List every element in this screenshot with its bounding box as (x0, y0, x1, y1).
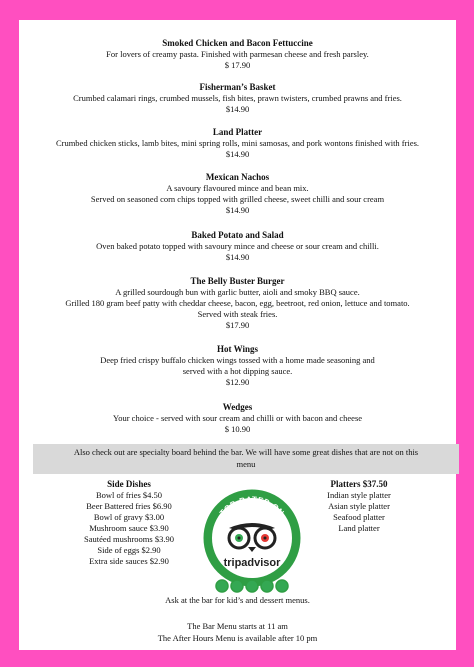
tripadvisor-badge (202, 486, 302, 596)
footer-hours: The Bar Menu starts at 11 am (187, 621, 288, 631)
menu-item-description: Oven baked potato topped with savoury mince and cheese or sour cream and chilli. (96, 241, 379, 251)
side-dish-item: Bowl of fries $4.50 (95, 490, 163, 500)
menu-item (19, 230, 456, 263)
menu-item-title: Land Platter (212, 127, 263, 137)
menu-item-price: $14.90 (225, 205, 250, 215)
side-dish-item: Beer Battered fries $6.90 (86, 501, 172, 511)
notice-line: menu (236, 459, 256, 469)
platter-item: Land platter (338, 523, 380, 533)
menu-item (19, 172, 456, 216)
side-dishes-heading: Side Dishes (107, 479, 151, 489)
menu-item-title: Baked Potato and Salad (191, 230, 284, 240)
notice-line: Also check out are specialty board behind the bar. We will have some great dishes that are not on this (73, 447, 419, 457)
menu-item-title: Fisherman’s Basket (199, 82, 276, 92)
specials-notice (33, 444, 459, 474)
menu-page (19, 20, 456, 650)
menu-item-description: A grilled sourdough bun with garlic butter, aioli and smoky BBQ sauce. (115, 287, 360, 297)
menu-item (19, 127, 456, 160)
menu-item-description: Crumbed calamari rings, crumbed mussels, fish bites, prawn twisters, crumbed prawns and fries. (73, 93, 402, 103)
platter-item: Seafood platter (333, 512, 385, 522)
menu-item-description: served with a hot dipping sauce. (182, 366, 293, 376)
menu-item-title: Wedges (222, 402, 253, 412)
platter-item: Indian style platter (327, 490, 391, 500)
side-dish-item: Sautéed mushrooms $3.90 (84, 534, 174, 544)
menu-item (19, 276, 456, 331)
footer-note: Ask at the bar for kid’s and dessert menus. (165, 595, 310, 605)
menu-item (19, 402, 456, 435)
menu-item-price: $ 10.90 (224, 424, 251, 434)
menu-item-description: Served on seasoned corn chips topped with grilled cheese, sweet chilli and sour cream (90, 194, 385, 204)
side-dish-item: Bowl of gravy $3.00 (93, 512, 165, 522)
side-dish-item: Side of eggs $2.90 (97, 545, 161, 555)
badge-top-text: TOP-RATED ON (217, 494, 286, 518)
platters-heading: Platters $37.50 (330, 479, 388, 489)
side-dish-item: Extra side sauces $2.90 (89, 556, 169, 566)
menu-item-description: Crumbed chicken sticks, lamb bites, mini spring rolls, mini samosas, and pork wontons finished with fries. (55, 138, 420, 148)
footer-hours: The After Hours Menu is available after 10 pm (157, 633, 318, 643)
tripadvisor-owl-icon (202, 486, 302, 596)
menu-item-title: The Belly Buster Burger (190, 276, 285, 286)
menu-item-price: $17.90 (225, 320, 250, 330)
menu-item-price: $14.90 (225, 252, 250, 262)
menu-item-description: Your choice - served with sour cream and chilli or with bacon and cheese (112, 413, 363, 423)
platter-item: Asian style platter (328, 501, 390, 511)
side-dishes (49, 479, 209, 567)
menu-item-price: $12.90 (225, 377, 250, 387)
menu-item (19, 38, 456, 71)
side-dish-item: Mushroom sauce $3.90 (89, 523, 169, 533)
platters (299, 479, 419, 534)
rating-dots (216, 580, 288, 592)
menu-item-description: Served with steak fries. (197, 309, 278, 319)
menu-item-title: Mexican Nachos (205, 172, 270, 182)
menu-item-price: $14.90 (225, 104, 250, 114)
menu-item-description: Grilled 180 gram beef patty with cheddar cheese, bacon, egg, beetroot, red onion, lettuce and tomato. (65, 298, 410, 308)
menu-item-description: For lovers of creamy pasta. Finished with parmesan cheese and fresh parsley. (106, 49, 369, 59)
menu-item-description: A savoury flavoured mince and bean mix. (166, 183, 309, 193)
menu-item-price: $ 17.90 (224, 60, 251, 70)
menu-item-description: Deep fried crispy buffalo chicken wings tossed with a home made seasoning and (100, 355, 375, 365)
badge-brand: tripadvisor (223, 557, 281, 569)
menu-item (19, 344, 456, 388)
menu-item-title: Smoked Chicken and Bacon Fettuccine (162, 38, 313, 48)
menu-item-price: $14.90 (225, 149, 250, 159)
menu-item (19, 82, 456, 115)
menu-item-title: Hot Wings (217, 344, 258, 354)
